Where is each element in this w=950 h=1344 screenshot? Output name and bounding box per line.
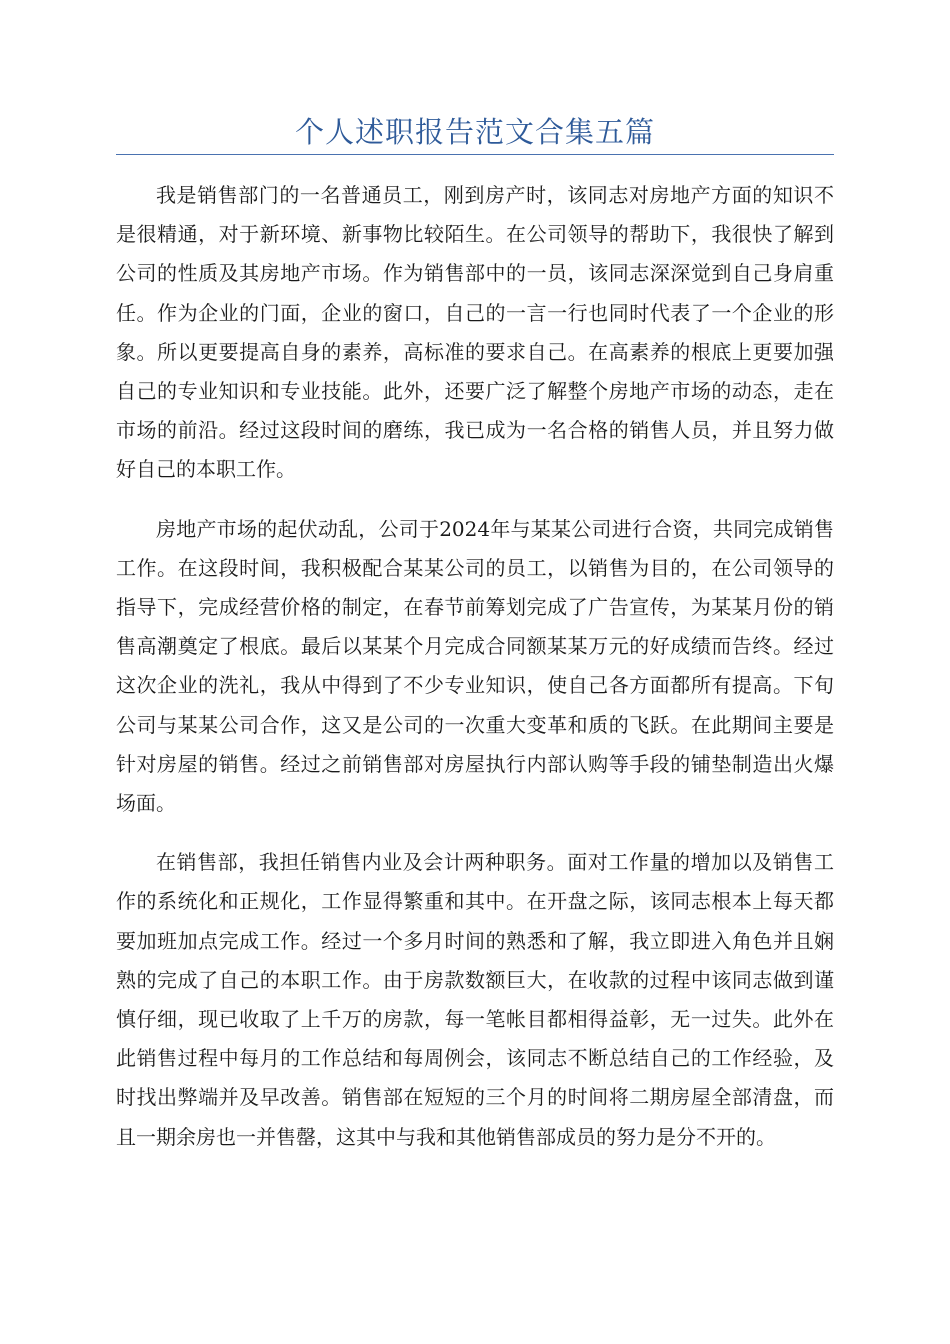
paragraph: 房地产市场的起伏动乱，公司于2024年与某某公司进行合资，共同完成销售工作。在这段时间，我积极配合某某公司的员工，以销售为目的，在公司领导的指导下，完成经营价格的制定，在春节前筹划完成了广告宣传，为某某月份的销售高潮奠定了根底。最后以某某个月完成合同额某某万元的好成绩而告终。经过这次企业的洗礼，我从中得到了不少专业知识，使自己各方面都所有提高。下旬公司与某某公司合作，这又是公司的一次重大变革和质的飞跃。在此期间主要是针对房屋的销售。经过之前销售部对房屋执行内部认购等手段的铺垫制造出火爆场面。: [116, 516, 834, 816]
document-title: 个人述职报告范文合集五篇: [294, 115, 655, 149]
document-body: [116, 176, 834, 1177]
title-underline: [116, 154, 834, 155]
paragraph: 在销售部，我担任销售内业及会计两种职务。面对工作量的增加以及销售工作的系统化和正规化，工作显得繁重和其中。在开盘之际，该同志根本上每天都要加班加点完成工作。经过一个多月时间的熟悉和了解，我立即进入角色并且娴熟的完成了自己的本职工作。由于房款数额巨大，在收款的过程中该同志做到谨慎仔细，现已收取了上千万的房款，每一笔帐目都相得益彰，无一过失。此外在此销售过程中每月的工作总结和每周例会，该同志不断总结自己的工作经验，及时找出弊端并及早改善。销售部在短短的三个月的时间将二期房屋全部清盘，而且一期余房也一并售罄，这其中与我和其他销售部成员的努力是分不开的。: [116, 850, 834, 1149]
paragraph: 我是销售部门的一名普通员工，刚到房产时，该同志对房地产方面的知识不是很精通，对于新环境、新事物比较陌生。在公司领导的帮助下，我很快了解到公司的性质及其房地产市场。作为销售部中的一员，该同志深深觉到自己身肩重任。作为企业的门面，企业的窗口，自己的一言一行也同时代表了一个企业的形象。所以更要提高自身的素养，高标准的要求自己。在高素养的根底上更要加强自己的专业知识和专业技能。此外，还要广泛了解整个房地产市场的动态，走在市场的前沿。经过这段时间的磨练，我已成为一名合格的销售人员，并且努力做好自己的本职工作。: [116, 183, 834, 482]
